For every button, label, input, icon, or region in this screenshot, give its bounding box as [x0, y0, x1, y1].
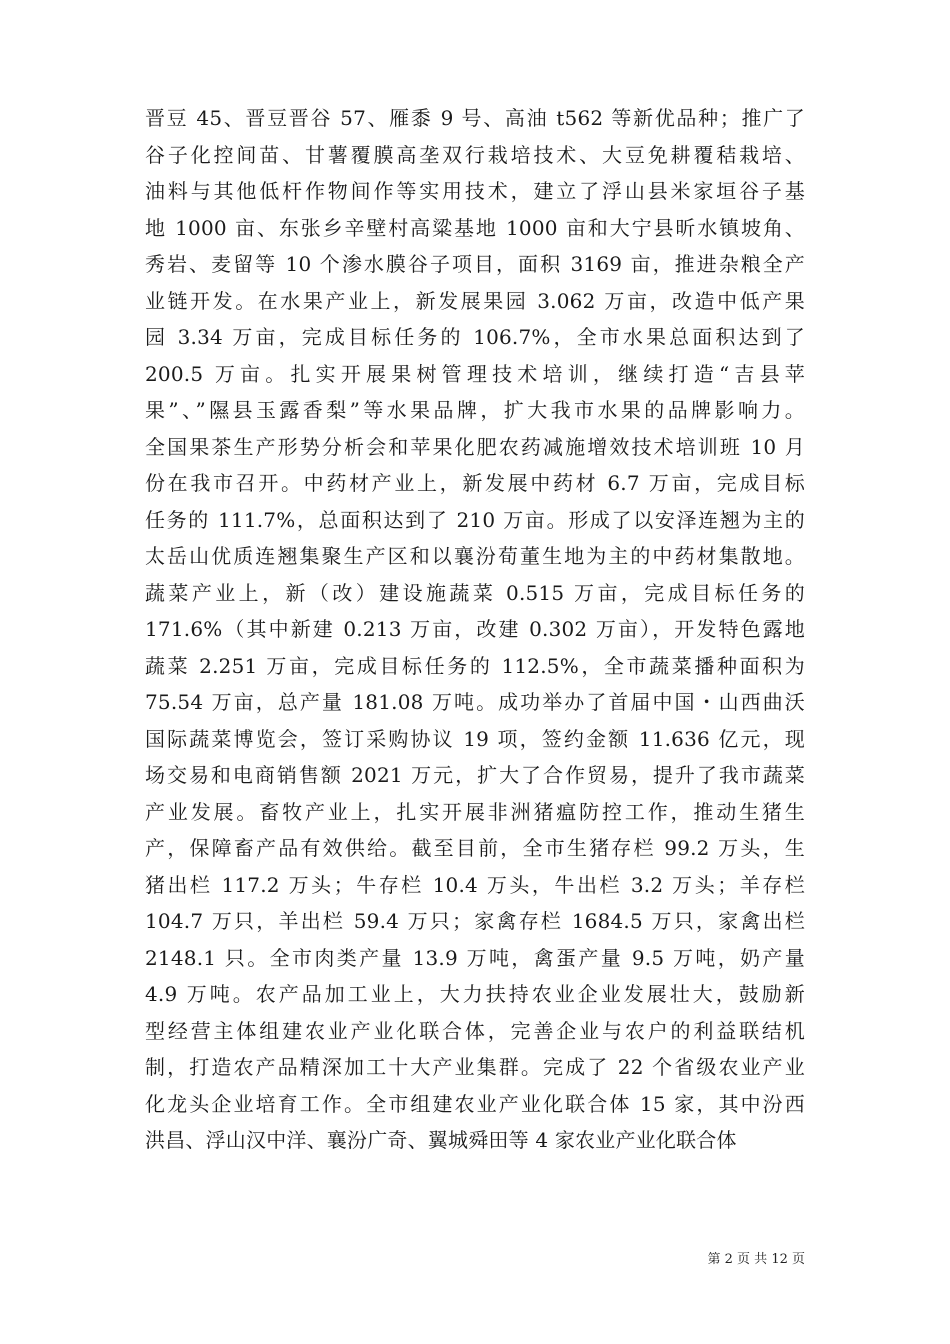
text-line: 猪出栏 117.2 万头；牛存栏 10.4 万头，牛出栏 3.2 万头；羊存栏	[145, 872, 805, 897]
page-number-footer: 第 2 页 共 12 页	[707, 1252, 805, 1267]
text-line: 制，打造农产品精深加工十大产业集群。完成了 22 个省级农业产业	[145, 1055, 805, 1079]
text-line: 洪昌、浮山汉中洋、襄汾广奇、翼城舜田等 4 家农业产业化联合体	[145, 1128, 737, 1152]
text-line: 产业发展。畜牧产业上，扎实开展非洲猪瘟防控工作，推动生猪生	[145, 799, 805, 824]
text-line: 晋豆 45、晋豆晋谷 57、雁黍 9 号、高油 t562 等新优品种；推广了	[145, 106, 805, 130]
text-line: 果”、”隰县玉露香梨”等水果品牌，扩大我市水果的品牌影响力。	[145, 398, 805, 422]
text-line: 2148.1 只。全市肉类产量 13.9 万吨，禽蛋产量 9.5 万吨，奶产量	[145, 945, 805, 970]
text-line: 任务的 111.7%，总面积达到了 210 万亩。形成了以安泽连翘为主的	[145, 507, 805, 532]
text-line: 份在我市召开。中药材产业上，新发展中药材 6.7 万亩，完成目标	[145, 471, 805, 495]
text-line: 场交易和电商销售额 2021 万元，扩大了合作贸易，提升了我市蔬菜	[145, 763, 805, 787]
text-line: 型经营主体组建农业产业化联合体，完善企业与农户的利益联结机	[145, 1018, 805, 1043]
text-line: 全国果茶生产形势分析会和苹果化肥农药减施增效技术培训班 10 月	[145, 434, 805, 459]
text-line: 化龙头企业培育工作。全市组建农业产业化联合体 15 家，其中汾西	[145, 1091, 805, 1116]
body-paragraph	[145, 100, 805, 1159]
text-line: 地 1000 亩、东张乡辛壁村高粱基地 1000 亩和大宁县昕水镇坡角、	[145, 215, 805, 240]
text-line: 太岳山优质连翘集聚生产区和以襄汾荀董生地为主的中药材集散地。	[145, 544, 805, 568]
text-line: 业链开发。在水果产业上，新发展果园 3.062 万亩，改造中低产果	[145, 288, 805, 313]
text-line: 谷子化控间苗、甘薯覆膜高垄双行栽培技术、大豆免耕覆秸栽培、	[145, 142, 805, 167]
text-line: 171.6%（其中新建 0.213 万亩，改建 0.302 万亩），开发特色露地	[145, 617, 805, 641]
text-line: 200.5 万亩。扎实开展果树管理技术培训，继续打造“吉县苹	[145, 361, 805, 386]
text-line: 油料与其他低杆作物间作等实用技术，建立了浮山县米家垣谷子基	[145, 179, 805, 203]
text-line: 园 3.34 万亩，完成目标任务的 106.7%，全市水果总面积达到了	[145, 325, 805, 349]
text-line: 蔬菜 2.251 万亩，完成目标任务的 112.5%，全市蔬菜播种面积为	[145, 653, 805, 678]
text-line: 蔬菜产业上，新（改）建设施蔬菜 0.515 万亩，完成目标任务的	[145, 580, 805, 605]
text-line: 产，保障畜产品有效供给。截至目前，全市生猪存栏 99.2 万头，生	[145, 836, 805, 860]
text-line: 75.54 万亩，总产量 181.08 万吨。成功举办了首届中国・山西曲沃	[145, 690, 805, 714]
text-line: 104.7 万只，羊出栏 59.4 万只；家禽存栏 1684.5 万只，家禽出栏	[145, 909, 805, 933]
text-line: 秀岩、麦留等 10 个渗水膜谷子项目，面积 3169 亩，推进杂粮全产	[145, 252, 805, 276]
text-line: 4.9 万吨。农产品加工业上，大力扶持农业企业发展壮大，鼓励新	[145, 982, 805, 1006]
text-line: 国际蔬菜博览会，签订采购协议 19 项，签约金额 11.636 亿元，现	[145, 726, 805, 751]
